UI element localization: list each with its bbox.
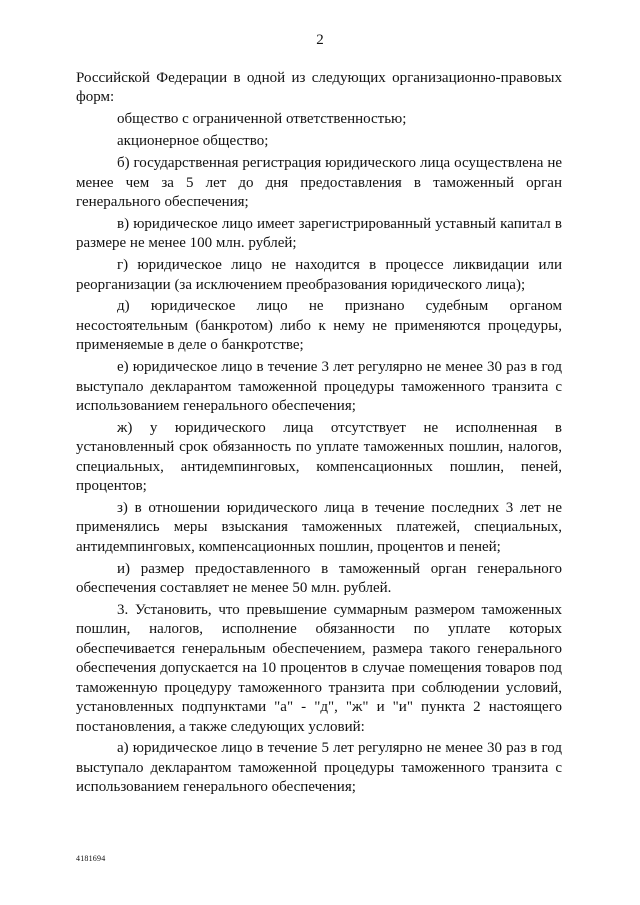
page-number: 2 [316,32,324,48]
paragraph-section-3: 3. Установить, что превышение суммарным размером таможенных пошлин, налогов, исполнение обязанности по уплате которых обеспечивается генеральным обеспечением, размера такого генерального обеспечения допускается на 10 процентов в случае помещения товаров под таможенную процедуру таможенного транзита при соблюдении условий, установленных подпунктами "а" - "д", "ж" и "и" пункта 2 настоящего постановления, а также следующих условий: [76,602,562,735]
document-body [76,69,562,800]
paragraph-item-g: г) юридическое лицо не находится в процессе ликвидации или реорганизации (за исключением преобразования юридического лица); [76,257,562,293]
paragraph-item-zh: ж) у юридического лица отсутствует не исполненная в установленный срок обязанность по уплате таможенных пошлин, налогов, специальных, антидемпинговых, компенсационных пошлин, пеней, процентов; [76,419,562,495]
paragraph-item-a: а) юридическое лицо в течение 5 лет регулярно не менее 30 раз в год выступало декларантом таможенной процедуры таможенного транзита с использованием генерального обеспечения; [76,740,562,796]
paragraph-item-z: з) в отношении юридического лица в течение последних 3 лет не применялись меры взыскания таможенных платежей, специальных, антидемпинговых, компенсационных пошлин, процентов и пеней; [76,500,562,555]
paragraph-llc: общество с ограниченной ответственностью; [117,111,407,128]
paragraph-jsc: акционерное общество; [117,133,269,150]
document-code: 4181694 [76,854,106,863]
paragraph-item-i: и) размер предоставленного в таможенный орган генерального обеспечения составляет не менее 50 млн. рублей. [76,560,562,597]
paragraph-item-e: е) юридическое лицо в течение 3 лет регулярно не менее 30 раз в год выступало декларантом таможенной процедуры таможенного транзита с использованием генерального обеспечения; [76,359,562,414]
paragraph-continuation: Российской Федерации в одной из следующих организационно-правовых форм: [76,70,562,106]
paragraph-item-d: д) юридическое лицо не признано судебным органом несостоятельным (банкротом) либо к нему не применяются процедуры, применяемые в деле о банкротстве; [76,298,562,354]
paragraph-item-b: б) государственная регистрация юридического лица осуществлена не менее чем за 5 лет до дня предоставления в таможенный орган генерального обеспечения; [76,155,562,210]
paragraph-item-v: в) юридическое лицо имеет зарегистрированный уставный капитал в размере не менее 100 млн. рублей; [76,215,562,252]
